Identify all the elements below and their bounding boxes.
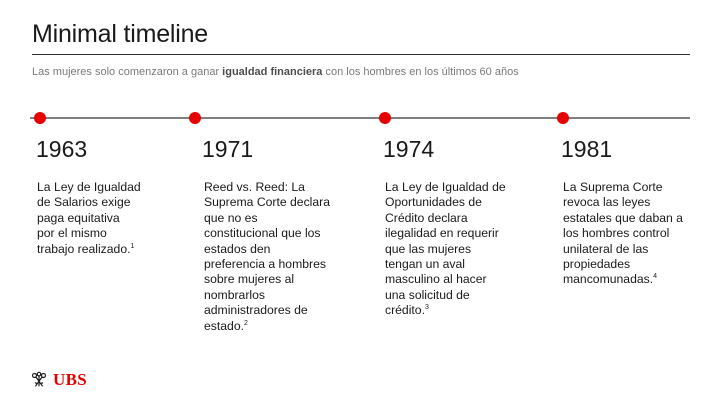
timeline-marker-1974 [379,112,391,124]
event-text: La Ley de Igualdad de Oportunidades de Crédito declara ilegalidad en requerir que las mujeres tengan un aval masculino al hacer una solicitud de crédito. [385,180,506,318]
event-description [204,180,374,334]
subtitle-emphasis: igualdad financiera [222,66,323,78]
ubs-keys-icon [30,371,48,389]
timeline-marker-1963 [34,112,46,124]
event-year: 1963 [36,136,88,162]
ubs-logo [30,370,87,390]
event-year: 1971 [202,136,254,162]
timeline-marker-1971 [189,112,201,124]
event-year: 1981 [561,136,613,162]
footnote-ref: 2 [243,319,248,327]
footnote-ref: 1 [130,242,135,250]
footnote-ref: 3 [424,304,429,312]
title-divider [32,54,690,55]
event-text: La Ley de Igualdad de Salarios exige paga equitativa por el mismo trabajo realizado. [37,180,141,256]
timeline-marker-1981 [557,112,569,124]
event-text: Reed vs. Reed: La Suprema Corte declara que no es constitucional que los estados den preferencia a hombres sobre mujeres al nombrarlos administradores de estado. [204,180,330,333]
timeline-line [30,117,690,119]
subtitle-suffix: con los hombres en los últimos 60 años [322,66,519,78]
event-description [385,180,553,319]
event-description [563,180,713,288]
subtitle-prefix: Las mujeres solo comenzaron a ganar [32,66,223,78]
event-description [37,180,185,257]
event-text: La Suprema Corte revoca las leyes estatales que daban a los hombres control unilateral de las propiedades mancomunadas. [563,180,683,287]
page-title: Minimal timeline [32,20,209,48]
event-year: 1974 [383,136,435,162]
footnote-ref: 4 [653,273,658,281]
page-subtitle [32,66,519,78]
logo-wordmark: UBS [53,370,87,389]
